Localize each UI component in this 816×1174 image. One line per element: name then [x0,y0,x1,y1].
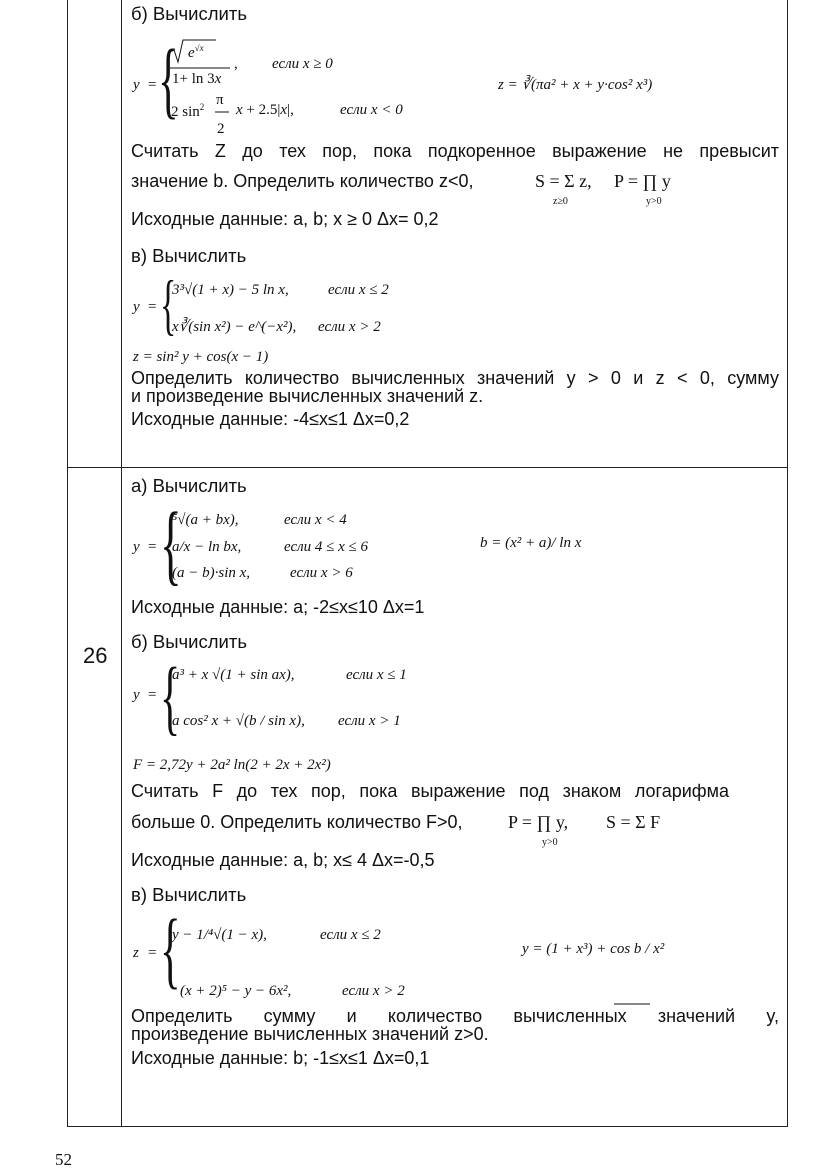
formula-cond-z1v: если x ≤ 2 [320,927,381,943]
formula-fragment: $e^{√x}$ [188,43,204,61]
table-left-border [67,0,68,1127]
task-v2-input-data: Исходные данные: b; -1≤x≤1 Δx=0,1 [131,1048,430,1068]
formula-y3a: (a − b)·sin x, [172,565,251,581]
page-number: 52 [55,1150,72,1169]
task-b-header: б) Вычислить [131,3,247,24]
formula-z1v: y − 1/⁴√(1 − x), [172,927,267,943]
table-bottom-border [67,1126,788,1127]
formula-fragment: 2 [217,121,225,137]
fraction-bar [215,112,235,114]
formula-y-label: y [133,539,140,555]
equals-sign: = [148,77,157,93]
formula-comma: , [234,56,238,72]
formula-y-label: y [133,299,140,315]
formula-y2a: a/x − ln bx, [172,539,242,555]
formula-y2v: x∛(sin x²) − e^(−x²), [172,319,297,335]
formula-cond-y2b: если x < 0 [340,102,403,118]
task-v-input-data: Исходные данные: -4≤x≤1 Δx=0,2 [131,409,410,429]
table-right-border [787,0,788,1127]
sum-formula: S = Σ F [606,812,661,832]
formula-fragment: 2 $\sin^2$ [171,102,205,120]
left-brace: { [160,651,181,744]
formula-cond-y1b2: если x ≤ 1 [346,667,407,683]
product-condition: y>0 [542,837,558,848]
formula-z-label: z [133,945,139,961]
formula-cond-y2a: если 4 ≤ x ≤ 6 [284,539,369,555]
task-b2-text-line1: Считать F до тех пор, пока выражение под знаком логарифма [131,781,729,801]
task-b2-text-line2: больше 0. Определить количество F>0, [131,812,463,832]
left-brace: { [160,901,181,997]
equals-sign: = [148,299,157,315]
formula-fragment: π [216,92,224,108]
formula-cond-y2b2: если x > 1 [338,713,401,729]
formula-y2b2: a cos² x + √(b / sin x), [172,713,305,729]
formula-y1a: ⁵√(a + bx), [172,512,239,528]
formula-y1b2: a³ + x √(1 + sin ax), [172,667,295,683]
left-brace: { [160,266,177,342]
formula-cond-y1a: если x < 4 [284,512,347,528]
row-number: 26 [83,643,108,668]
formula-fragment: 1+ ln 3x [172,71,222,87]
formula-cond-y1b: если x ≥ 0 [272,56,333,72]
formula-fragment: x + 2.5|x|, [236,102,294,118]
formula-cond-y2v: если x > 2 [318,319,381,335]
equals-sign: = [148,687,157,703]
formula-yv: y = (1 + x³) + cos b / x² [522,941,665,957]
equals-sign: = [148,539,157,555]
task-a-input-data: Исходные данные: a; -2≤x≤10 Δx=1 [131,597,425,617]
task-b2-input-data: Исходные данные: a, b; x≤ 4 Δx=-0,5 [131,850,435,870]
formula-z: z = ∛(πa² + x + y·cos² x³) [498,77,653,93]
table-column-divider [121,0,122,1127]
left-brace: { [158,31,179,127]
task-v-header: в) Вычислить [131,884,247,905]
task-b-text-line2: значение b. Определить количество z<0, [131,171,474,191]
task-a-header: а) Вычислить [131,475,247,496]
formula-y1v: 3³√(1 + x) − 5 ln x, [172,282,289,298]
formula-zv: z = sin² y + cos(x − 1) [133,349,269,365]
task-b-header: б) Вычислить [131,631,247,652]
task-v-text-line1: Определить количество вычисленных значений y > 0 и z < 0, сумму [131,368,779,388]
sum-formula: S = Σ z, [535,171,592,191]
formula-cond-z2v: если x > 2 [342,983,405,999]
product-condition: y>0 [646,196,662,207]
task-v2-text-line2: произведение вычисленных значений z>0. [131,1024,489,1044]
task-v-text-line2: и произведение вычисленных значений z. [131,386,484,406]
product-formula: P = ∏ y, [508,812,569,832]
task-v2-text-line1: Определить сумму и количество вычисленных значений y, [131,1006,779,1026]
left-brace: { [160,495,182,594]
formula-F: F = 2,72y + 2a² ln(2 + 2x + 2x²) [133,757,331,773]
equals-sign: = [148,945,157,961]
product-formula: P = ∏ y [614,171,671,191]
formula-z2v: (x + 2)⁵ − y − 6x², [180,983,292,999]
formula-cond-y3a: если x > 6 [290,565,353,581]
formula-y-label: y [133,77,140,93]
row-divider [67,467,788,468]
sum-condition: z≥0 [553,196,568,207]
task-b-text-line1: Считать Z до тех пор, пока подкоренное выражение не превысит [131,141,779,161]
formula-y-label: y [133,687,140,703]
task-v-header: в) Вычислить [131,245,247,266]
formula-cond-y1v: если x ≤ 2 [328,282,389,298]
task-b-input-data: Исходные данные: a, b; x ≥ 0 Δx= 0,2 [131,209,439,229]
formula-b: b = (x² + a)/ ln x [480,535,582,551]
